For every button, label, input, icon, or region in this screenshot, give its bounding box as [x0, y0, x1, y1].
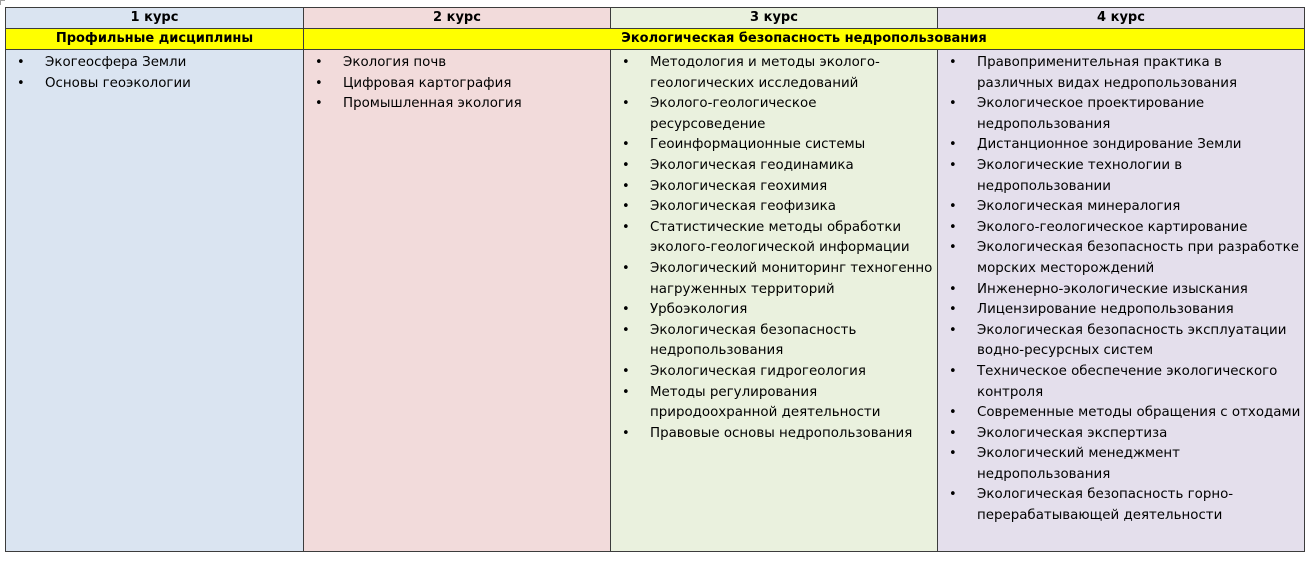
bullet-icon: •: [949, 157, 957, 173]
subject-label: Современные методы обращения с отходами: [977, 405, 1301, 421]
subject-item: [304, 53, 608, 74]
subject-label: Статистические методы обработки эколого-геологической информации: [650, 219, 910, 256]
subject-item: [938, 94, 1302, 135]
curriculum-table: [5, 7, 1305, 552]
course-header-row: [6, 8, 1305, 29]
subject-label: Геоинформационные системы: [650, 137, 866, 153]
subject-label: Дистанционное зондирование Земли: [977, 137, 1242, 153]
bullet-icon: •: [949, 487, 957, 503]
subject-label: Правоприменительная практика в различных видах недропользования: [977, 55, 1238, 91]
subject-item: [611, 218, 935, 259]
course-4-header[interactable]: 4 курс: [938, 8, 1305, 29]
subject-item: [611, 135, 935, 156]
bullet-icon: •: [622, 96, 630, 112]
subject-label: Экологический менеджмент недропользования: [977, 446, 1180, 482]
subject-item: [938, 156, 1302, 197]
bullet-icon: •: [622, 384, 630, 400]
bullet-icon: •: [949, 281, 957, 297]
subject-item: [938, 53, 1302, 94]
subject-item: [611, 383, 935, 424]
subject-label: Экогеосфера Земли: [45, 55, 187, 70]
subject-label: Экологическая геодинамика: [650, 157, 854, 173]
subject-label: Эколого-геологическое ресурсоведение: [650, 96, 817, 132]
course-1-header[interactable]: 1 курс: [6, 8, 304, 29]
specialization-band[interactable]: Экологическая безопасность недропользования: [304, 29, 1305, 50]
subject-item: [611, 53, 935, 94]
subject-item: [938, 135, 1302, 156]
subject-item: [938, 362, 1302, 403]
subject-item: [938, 424, 1302, 445]
bullet-icon: •: [622, 178, 630, 194]
subject-item: [938, 280, 1302, 301]
subject-item: [611, 300, 935, 321]
subject-item: [938, 197, 1302, 218]
subject-item: [938, 444, 1302, 485]
subject-item: [611, 177, 935, 198]
subject-item: [938, 300, 1302, 321]
bullet-icon: •: [949, 363, 957, 379]
subject-label: Экологическая безопасность эксплуатации водно-ресурсных систем: [977, 322, 1287, 359]
subject-label: Экологическое проектирование недропользования: [977, 96, 1205, 132]
subject-label: Экологическая безопасность недропользования: [650, 322, 857, 359]
bullet-icon: •: [315, 96, 323, 112]
bullet-icon: •: [622, 199, 630, 215]
subject-item: [938, 218, 1302, 239]
subject-label: Экология почв: [343, 55, 447, 70]
subject-label: Цифровая картография: [343, 75, 512, 91]
bullet-icon: •: [949, 199, 957, 215]
subject-label: Методы регулирования природоохранной деятельности: [650, 384, 881, 421]
subject-item: [611, 424, 935, 445]
subject-label: Экологическая безопасность при разработке морских месторождений: [977, 240, 1299, 276]
cell-corner-marker: [0, 0, 5, 5]
subject-label: Экологическая минералогия: [977, 199, 1181, 215]
bullet-icon: •: [949, 55, 957, 70]
profile-disciplines-band[interactable]: Профильные дисциплины: [6, 29, 304, 50]
bullet-icon: •: [949, 302, 957, 318]
subject-label: Лицензирование недропользования: [977, 302, 1234, 318]
bullet-icon: •: [622, 219, 630, 235]
bullet-icon: •: [949, 405, 957, 421]
subject-label: Эколого-геологическое картирование: [977, 219, 1248, 235]
course-3-header[interactable]: 3 курс: [611, 8, 938, 29]
subject-label: Экологическая экспертиза: [977, 425, 1168, 441]
subject-item: [611, 94, 935, 135]
subject-item: [938, 321, 1302, 362]
subject-item: [304, 74, 608, 95]
bullet-icon: •: [622, 322, 630, 338]
course-4-subjects-cell[interactable]: [938, 50, 1305, 552]
subject-label: Экологическая геофизика: [650, 199, 836, 215]
subject-item: [304, 94, 608, 115]
course-2-header[interactable]: 2 курс: [304, 8, 611, 29]
subject-label: Правовые основы недропользования: [650, 425, 913, 441]
subject-item: [6, 74, 301, 95]
course-2-subjects-cell[interactable]: [304, 50, 611, 552]
bullet-icon: •: [17, 55, 25, 70]
subject-item: [611, 321, 935, 362]
bullet-icon: •: [315, 75, 323, 91]
course-1-subjects-cell[interactable]: [6, 50, 304, 552]
bullet-icon: •: [949, 137, 957, 153]
subject-item: [6, 53, 301, 74]
course-1-subject-list: [6, 50, 303, 94]
bullet-icon: •: [949, 446, 957, 462]
discipline-band-row: [6, 29, 1305, 50]
subject-label: Методология и методы эколого-геологических исследований: [650, 55, 880, 91]
bullet-icon: •: [949, 240, 957, 256]
subject-label: Урбоэкология: [650, 302, 748, 318]
subject-label: Экологические технологии в недропользовании: [977, 157, 1183, 194]
subject-label: Экологическая геохимия: [650, 178, 828, 194]
course-2-subject-list: [304, 50, 610, 115]
subject-label: Экологическая безопасность горно-перерабатывающей деятельности: [977, 487, 1234, 524]
subject-item: [611, 362, 935, 383]
subject-item: [611, 156, 935, 177]
bullet-icon: •: [622, 425, 630, 441]
subjects-row: [6, 50, 1305, 552]
bullet-icon: •: [622, 302, 630, 318]
bullet-icon: •: [622, 363, 630, 379]
subject-item: [938, 238, 1302, 279]
bullet-icon: •: [622, 157, 630, 173]
subject-label: Промышленная экология: [343, 96, 522, 112]
course-3-subject-list: [611, 50, 937, 444]
subject-label: Основы геоэкологии: [45, 75, 191, 91]
subject-label: Экологический мониторинг техногенно нагруженных территорий: [650, 260, 933, 297]
bullet-icon: •: [949, 425, 957, 441]
subject-label: Техническое обеспечение экологического контроля: [977, 363, 1278, 400]
bullet-icon: •: [949, 96, 957, 112]
bullet-icon: •: [622, 260, 630, 276]
bullet-icon: •: [315, 55, 323, 70]
subject-item: [611, 197, 935, 218]
bullet-icon: •: [622, 137, 630, 153]
subject-item: [938, 485, 1302, 526]
course-4-subject-list: [938, 50, 1304, 527]
course-3-subjects-cell[interactable]: [611, 50, 938, 552]
subject-item: [938, 403, 1302, 424]
bullet-icon: •: [17, 75, 25, 91]
bullet-icon: •: [622, 55, 630, 70]
bullet-icon: •: [949, 219, 957, 235]
bullet-icon: •: [949, 322, 957, 338]
subject-label: Экологическая гидрогеология: [650, 363, 866, 379]
subject-item: [611, 259, 935, 300]
subject-label: Инженерно-экологические изыскания: [977, 281, 1248, 297]
